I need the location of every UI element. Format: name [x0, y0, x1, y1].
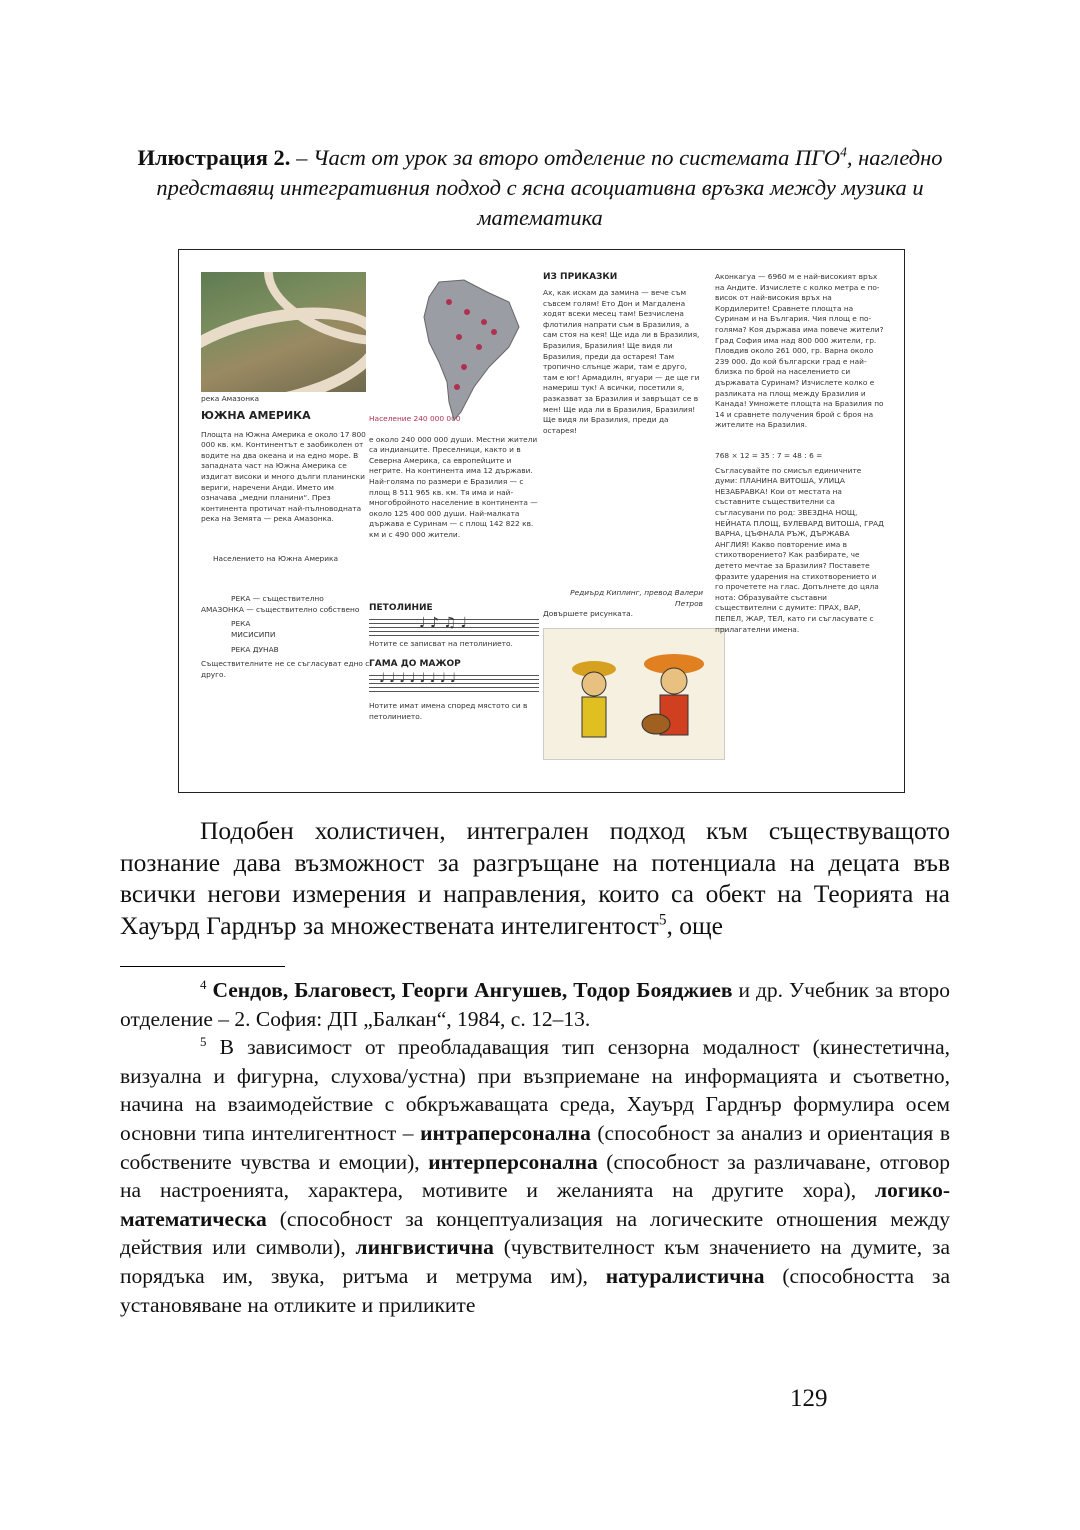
- notes-icon: ♩ ♪ ♫ ♩: [419, 614, 468, 631]
- staff-caption-1: Нотите се записват на петолинието.: [369, 638, 513, 648]
- population-text: Населението на Южна Америка: [213, 553, 339, 563]
- continent-map-icon: [369, 272, 534, 422]
- body-text-end: , още: [666, 911, 723, 941]
- caption-text-1: Част от урок за второ отделение по системата ПГО: [312, 145, 841, 170]
- south-america-map: [369, 272, 534, 422]
- footnote-4-number: 4: [200, 977, 207, 992]
- map-legend: Население 240 000 000: [369, 414, 461, 423]
- music-staff-2: [369, 673, 539, 691]
- scale-notes-icon: ♩♩♩♩♩♩♩♩: [379, 671, 461, 687]
- footnote-5-term: интраперсонална: [420, 1120, 591, 1145]
- staff-title-2: ГАМА ДО МАЖОР: [369, 659, 461, 670]
- math-tasks-text: Аконкагуа — 6960 м е най-високият връх на Андите. Изчислете с колко метра е по-висок от най-високия връх на Кордилерите! Сравнете площта на Суринам и на България. Чия площ е по-голяма? Коя държава има повече жители? Град София има над 800 000 жители, гр. Пловдив около 261 000, гр. Варна около 239 000. До кой български град е най-близка по брой на населението си държавата Суринам? Изчислете колко е разликата на площ между Бразилия и Канада! Умножете площта на Бразилия по 14 и сравнете получения брой с броя на жителите на Бразилия.: [715, 272, 884, 430]
- footnote-5-text: (способност за концептуализация на логическите отношения между действия или символи),: [120, 1206, 950, 1260]
- footnote-5-term: логико-математическа: [120, 1178, 950, 1231]
- footnote-5-number: 5: [200, 1035, 207, 1050]
- footnote-5-term: лингвистична: [355, 1235, 494, 1260]
- footnote-5: [120, 1033, 950, 1319]
- caption-text-2: , нагледно представящ интегративния подход с ясна асоциативна връзка между музика и математика: [156, 145, 943, 230]
- textbook-figure: [178, 249, 905, 793]
- footnote-5-term: натуралистична: [605, 1263, 765, 1288]
- drawing-task: Довършете рисунката.: [543, 609, 634, 619]
- river-item: РЕКА ДУНАВ: [231, 644, 279, 654]
- amazon-river-photo: [201, 272, 366, 392]
- footnote-5-term: интерперсонална: [428, 1149, 598, 1174]
- calc-task: 768 × 12 = 35 : 7 = 48 : 6 =: [715, 451, 823, 460]
- population-continued-text: е около 240 000 000 души. Местни жители са индианците. Преселници, както и в Северна Америка, са европейците и негрите. На континента има 12 държави. Най-голяма по размери е Бразилия — с площ 8 511 965 кв. км. Тя има и най-многобройното население в континента — около 125 400 000 души. Най-малката държава е Суринам — с площ 142 822 кв. км и с 490 000 жители.: [369, 434, 538, 539]
- footnote-4-text: и др. Учебник за второ отделение – 2. София: ДП „Балкан“, 1984, с. 12–13.: [120, 978, 951, 1031]
- river-item: РЕКА МИСИСИПИ: [231, 619, 276, 639]
- musicians-cartoon-icon: [544, 629, 724, 759]
- section-heading: ЮЖНА АМЕРИКА: [201, 408, 311, 422]
- footnote-5-text: (способността за установяване на отликите и приликите: [120, 1263, 950, 1317]
- rivers-list: [201, 594, 371, 655]
- caption-dash: –: [290, 145, 313, 170]
- figure-column-1: [201, 272, 371, 680]
- footnote-4-authors: Сендов, Благовест, Георги Ангушев, Тодор Бояджиев: [212, 978, 733, 1002]
- river-item: РЕКА — съществително: [231, 594, 324, 604]
- caption-label: Илюстрация 2.: [137, 145, 291, 170]
- body-note-ref: 5: [658, 911, 667, 929]
- footnote-5-text: (способност за анализ и ориентация в собствените чувства и емоции),: [120, 1120, 951, 1174]
- body-paragraph: [120, 815, 950, 942]
- body-text: Подобен холистичен, интегрален подход към съществуващото познание дава възможност за разгръщане на потенциала на децата във всички негови измерения и направления, които са обект на Теорията на Хауърд Гарднър за множествената интелигентост: [120, 816, 950, 941]
- footnote-5-text: (чувствителност към значението на думите, за порядъка им, звука, ритъма и метрума им),: [120, 1235, 951, 1288]
- footnotes: [120, 976, 950, 1319]
- footnote-4: [120, 976, 950, 1033]
- music-staff-1: [369, 614, 539, 635]
- figure-column-2: [369, 272, 539, 722]
- cartoon-illustration: [543, 628, 725, 760]
- staff-title-1: ПЕТОЛИНИЕ: [369, 602, 433, 613]
- grammar-note: Съществителните не се съгласуват едно с друго.: [201, 659, 370, 679]
- page-number: 129: [790, 1385, 828, 1412]
- figure-column-4: [715, 272, 885, 746]
- staff-caption-2: Нотите имат имена според мястото си в петолинието.: [369, 701, 528, 721]
- photo-caption: река Амазонка: [201, 394, 260, 403]
- river-item: АМАЗОНКА — съществително собствено: [201, 604, 360, 614]
- footnote-5-text: В зависимост от преобладаващия тип сензорна модалност (кинестетична, визуална и фигурна, слухова/устна) при възприемане на информацията и съответно, начина на взаимодействие с обкръжаващата среда, Хауърд Гарднър формулира осем основни типа интелигентност –: [120, 1035, 950, 1145]
- poem-text: Ах, как искам да замина — вече съм съвсем голям! Ето Дон и Магдалена ходят всеки месец там! Безчислена флотилия напрати съм в Бразилия, а сам стоя на кея! Ще ида ли в Бразилия, Бразилия, Бразилия! Ще видя ли Бразилия, преди да остарея! Там тропично слънце жари, там е друго, там е юг! Армадилн, ягуари — де ще ги намериш тук! А всички, посетили я, разказват за Бразилия и завръщат се в мен! Ще ида ли в Бразилия, Бразилия! Ще видя ли Бразилия, преди да остарея!: [543, 288, 700, 435]
- poem-author: Редиърд Киплинг, превод Валери Петров: [570, 588, 703, 608]
- caption-note-ref: 4: [840, 144, 847, 160]
- poem-title: ИЗ ПРИКАЗКИ: [543, 272, 618, 282]
- continent-text: Площта на Южна Америка е около 17 800 000 кв. км. Континентът е заобиколен от водите на два океана и на едно море. В западната част на Южна Америка се издигат високи и много дълги планински вериги, наречени Анди. Името им означава „медни планини“. През континента протичат най-пълноводната река на Земята — река Амазонка.: [201, 429, 366, 524]
- footnote-5-text: (способност за различаване, отговор на настроенията, характера, мотивите и желанията на другите хора),: [120, 1149, 950, 1203]
- footnote-separator: [120, 966, 285, 967]
- figure-caption: [120, 143, 960, 233]
- grammar-tasks-text: Съгласувайте по смисъл единичните думи: ПЛАНИНА ВИТОША, УЛИЦА НЕЗАБРАВКА! Кои от местата на съставните съществителни са съгласувани по род: ЗВЕЗДНА НОЩ, НЕЙНАТА ПЛОЩ, БУЛЕВАРД ВИТОША, ГРАД ВАРНА, ЦЪФНАЛА РЪЖ, ДЪРЖАВА АНГЛИЯ! Какво повторение има в стихотворението? Как разбирате, че детето мечтае за Бразилия? Поставете фразите ударения на стихотворението и го прочетете на глас. Допълнете до цяла нота: Образувайте съставни съществителни с думите: ПРАХ, ВАР, ПЕПЕЛ, ЖАР, ТЕЛ, като ги съгласувате с прилагателни имена.: [715, 465, 884, 634]
- figure-column-3: [543, 272, 703, 760]
